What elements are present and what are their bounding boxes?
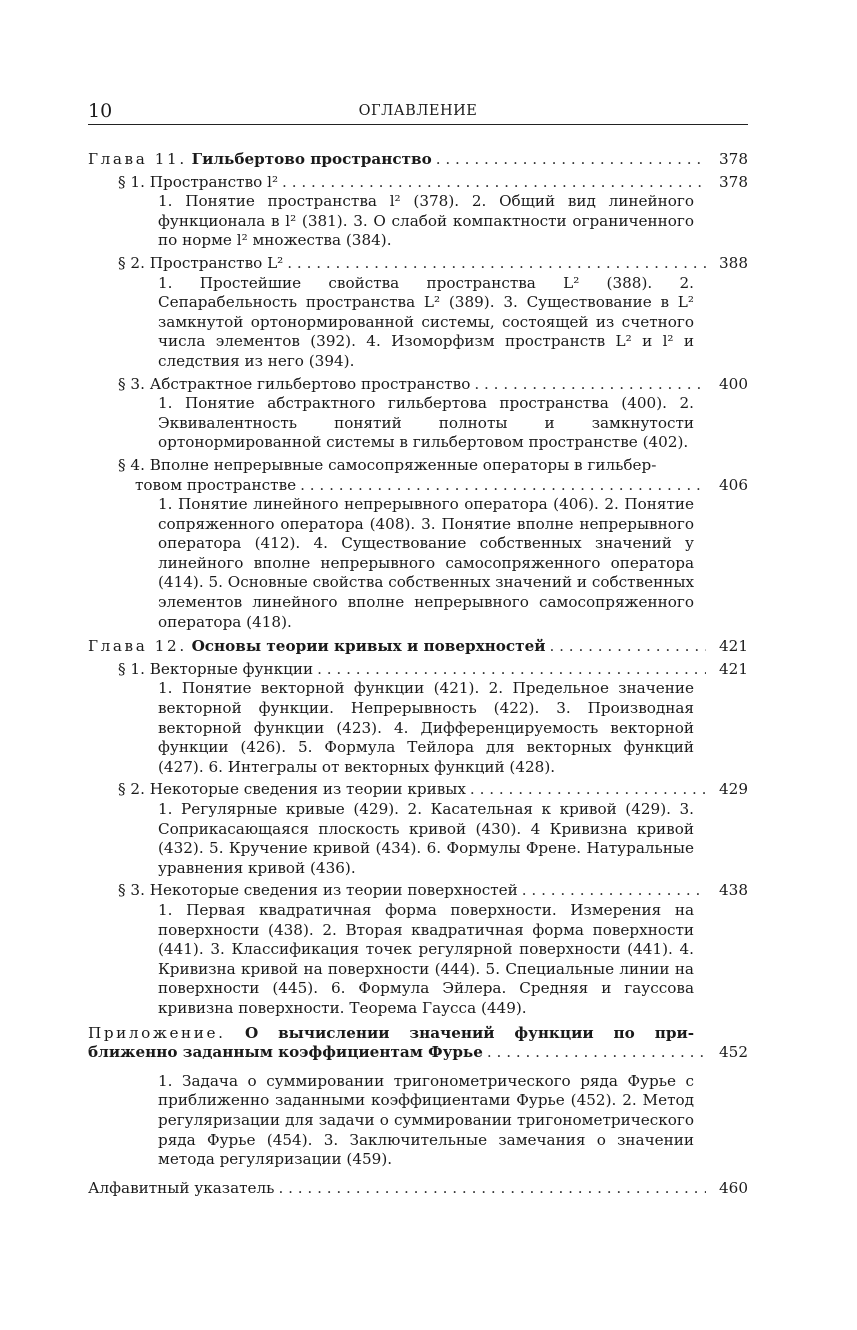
section-description: 1. Понятие линейного непрерывного оператора (406). 2. Понятие сопряженного оператора (408). 3. Понятие вполне непрерывного оператора (412). 4. Существование собственных значений у линейного вполне непрерывного самосопряженного оператора (414). 5. Основные свойства собственных значений и собственных элементов линейного вполне непрерывного самосопряженного оператора (418). [158,495,695,631]
section-description: 1. Простейшие свойства пространства L² (388). 2. Сепарабельность пространства L² (389). 3. Существование в L² замкнутой ортонормированной системы, состоящей из счетного числа элементов (392). 4. Изоморфизм пространств L² и l² и следствия из него (394). [158,273,694,370]
leader-dots [483,1043,706,1063]
page-ref: 421 [719,637,748,656]
section-description: 1. Первая квадратичная форма поверхности. Измерения на поверхности (438). 2. Вторая квадратичная форма поверхности (441). 3. Классификация точек регулярной поверхности (441). 4. Кривизна кривой на поверхности (444). 5. Специальные линии на поверхности (445). 6. Формула Эйлера. Средняя и гауссова кривизна поверхности. Теорема Гаусса (449). [158,900,694,1017]
leader-dots [313,660,706,680]
leader-dots [274,1179,706,1199]
toc-section-3[interactable] [88,881,748,901]
running-header [88,100,748,125]
leader-dots [432,150,706,170]
toc-section-1[interactable] [88,173,748,193]
leader-dots [470,375,706,395]
leader-dots [278,173,706,193]
page-ref: 460 [719,1178,748,1197]
section-description: 1. Понятие абстрактного гильбертова пространства (400). 2. Эквивалентность понятий полноты и замкнутости ортонормированной системы в гильбертовом пространстве (402). [158,394,694,452]
section-label: § 3. Абстрактное гильбертово пространство [118,374,471,393]
page-ref: 452 [719,1043,748,1062]
chapter-title: Гильбертово пространство [191,150,432,168]
toc-chapter-12[interactable] [88,637,748,657]
section-label: § 3. Некоторые сведения из теории поверхностей [118,881,518,900]
page-ref: 438 [719,881,748,900]
leader-dots [518,881,706,901]
running-title: ОГЛАВЛЕНИЕ [358,103,478,119]
page-ref: 400 [719,374,748,393]
toc-section-4-title[interactable]: § 4. Вполне непрерывные самосопряженные операторы в гильбер- [118,455,657,474]
toc-section-4[interactable] [88,476,748,496]
section-label: § 1. Векторные функции [118,659,314,678]
section-label-continued: товом пространстве [135,475,297,494]
table-of-contents [88,150,748,1198]
toc-index[interactable] [88,1179,748,1199]
page-ref: 378 [719,150,748,168]
toc-chapter-11[interactable] [88,150,748,170]
section-label: § 2. Пространство L² [118,253,284,272]
page-number: 10 [88,100,113,122]
toc-section-2[interactable] [88,254,748,274]
appendix-title-line2: ближенно заданным коэффициентам Фурье [88,1043,483,1062]
page-ref: 388 [719,253,748,272]
index-label: Алфавитный указатель [88,1178,275,1197]
leader-dots [283,254,706,274]
appendix-prefix: Приложение. [88,1023,226,1042]
toc-appendix-title[interactable] [88,1024,694,1044]
section-label: § 2. Некоторые сведения из теории кривых [118,780,466,799]
section-label: § 1. Пространство l² [118,172,279,191]
toc-section-3[interactable] [88,375,748,395]
toc-section-2[interactable] [88,780,748,800]
section-description: 1. Понятие векторной функции (421). 2. Предельное значение векторной функции. Непрерывность (422). 3. Производная векторной функции (423). 4. Дифференцируемость векторной функции (426). 5. Формула Тейлора для векторных функций (427). 6. Интегралы от векторных функций (428). [158,679,694,776]
page-ref: 429 [719,780,748,799]
chapter-title: Основы теории кривых и поверхностей [191,637,546,656]
page-ref: 406 [719,475,748,494]
section-description: 1. Понятие пространства l² (378). 2. Общий вид линейного функционала в l² (381). 3. О слабой компактности ограниченного по норме l² множества (384). [158,192,694,250]
appendix-description: 1. Задача о суммировании тригонометрического ряда Фурье с приближенно заданными коэффициентами Фурье (452). 2. Метод регуляризации для задачи о суммировании тригонометрического ряда Фурье (454). 3. Заключительные замечания о значении метода регуляризации (459). [158,1071,694,1169]
appendix-title-line1: О вычислении значений функции по при- [244,1023,695,1042]
page-ref: 421 [719,659,748,678]
section-description: 1. Регулярные кривые (429). 2. Касательная к кривой (429). 3. Соприкасающаяся плоскость кривой (430). 4 Кривизна кривой (432). 5. Кручение кривой (434). 6. Формулы Френе. Натуральные уравнения кривой (436). [158,800,694,877]
page-ref: 378 [719,172,748,191]
chapter-prefix: Глава 12. [88,637,187,656]
leader-dots [466,780,706,800]
leader-dots [296,476,706,496]
toc-appendix[interactable] [88,1043,748,1063]
leader-dots [546,637,707,657]
toc-section-1[interactable] [88,660,748,680]
chapter-prefix: Глава 11. [88,150,187,168]
